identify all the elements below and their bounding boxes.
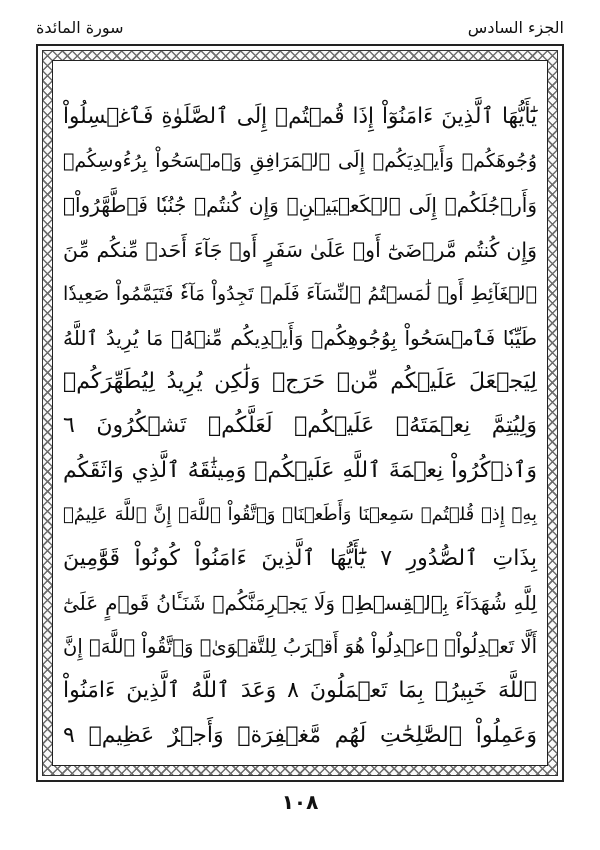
text-line-6: طَيِّبٗا فَٱمۡسَحُواْ بِوُجُوهِكُمۡ وَأَيۡدِيكُم مِّنۡهُۚ مَا يُرِيدُ ٱللَّهُ <box>63 325 537 350</box>
text-line-4: وَإِن كُنتُم مَّرۡضَىٰٓ أَوۡ عَلَىٰ سَفَرٍ أَوۡ جَآءَ أَحَدٞ مِّنكُم مِّنَ <box>63 237 537 262</box>
text-line-7: لِيَجۡعَلَ عَلَيۡكُم مِّنۡ حَرَجٖ وَلَٰكِن يُرِيدُ لِيُطَهِّرَكُمۡ <box>63 369 537 395</box>
page-number: ١٠٨ <box>281 790 319 814</box>
text-line-8: وَلِيُتِمَّ نِعۡمَتَهُۥ عَلَيۡكُمۡ لَعَلَّكُمۡ تَشۡكُرُونَ ٦ <box>63 413 537 439</box>
text-line-1: يَٰٓأَيُّهَا ٱلَّذِينَ ءَامَنُوٓاْ إِذَا قُمۡتُمۡ إِلَى ٱلصَّلَوٰةِ فَٱغۡسِلُواْ <box>63 104 537 129</box>
ornamental-frame <box>36 44 564 782</box>
text-line-9: وَٱذۡكُرُواْ نِعۡمَةَ ٱللَّهِ عَلَيۡكُمۡ وَمِيثَٰقَهُ ٱلَّذِي وَاثَقَكُم <box>63 457 537 483</box>
text-line-2: وُجُوهَكُمۡ وَأَيۡدِيَكُمۡ إِلَى ٱلۡمَرَافِقِ وَٱمۡسَحُواْ بِرُءُوسِكُمۡ <box>63 150 537 173</box>
text-panel <box>52 60 548 766</box>
surah-title: سورة المائدة <box>36 18 124 37</box>
page-header <box>36 14 564 42</box>
text-line-12: لِلَّهِ شُهَدَآءَ بِٱلۡقِسۡطِۖ وَلَا يَجۡرِمَنَّكُمۡ شَنَـَٔانُ قَوۡمٍ عَلَىٰٓ <box>63 591 537 616</box>
text-line-3: وَأَرۡجُلَكُمۡ إِلَى ٱلۡكَعۡبَيۡنِۚ وَإِن كُنتُمۡ جُنُبٗا فَٱطَّهَّرُواْۚ <box>63 193 537 218</box>
text-line-11: بِذَاتِ ٱلصُّدُورِ ٧ يَٰٓأَيُّهَا ٱلَّذِينَ ءَامَنُواْ كُونُواْ قَوَّٰمِينَ <box>63 545 537 571</box>
text-line-15: وَعَمِلُواْ ٱلصَّٰلِحَٰتِ لَهُم مَّغۡفِرَةٞ وَأَجۡرٌ عَظِيمٞ ٩ <box>63 722 537 748</box>
juz-title: الجزء السادس <box>467 18 564 37</box>
text-line-10: بِهِۦٓ إِذۡ قُلۡتُمۡ سَمِعۡنَا وَأَطَعۡنَاۖ وَٱتَّقُواْ ٱللَّهَۚ إِنَّ ٱللَّهَ عَلِيمُۢ <box>63 503 537 525</box>
verse-text <box>63 95 537 758</box>
text-line-14: ٱللَّهَ خَبِيرُۢ بِمَا تَعۡمَلُونَ ٨ وَعَدَ ٱللَّهُ ٱلَّذِينَ ءَامَنُواْ <box>63 678 538 704</box>
text-line-13: أَلَّا تَعۡدِلُواْۚ ٱعۡدِلُواْ هُوَ أَقۡرَبُ لِلتَّقۡوَىٰۖ وَٱتَّقُواْ ٱللَّهَۚ إِنَّ <box>63 635 537 659</box>
text-line-5: ٱلۡغَآئِطِ أَوۡ لَٰمَسۡتُمُ ٱلنِّسَآءَ فَلَمۡ تَجِدُواْ مَآءٗ فَتَيَمَّمُواْ صَعِيدٗا <box>63 282 537 305</box>
